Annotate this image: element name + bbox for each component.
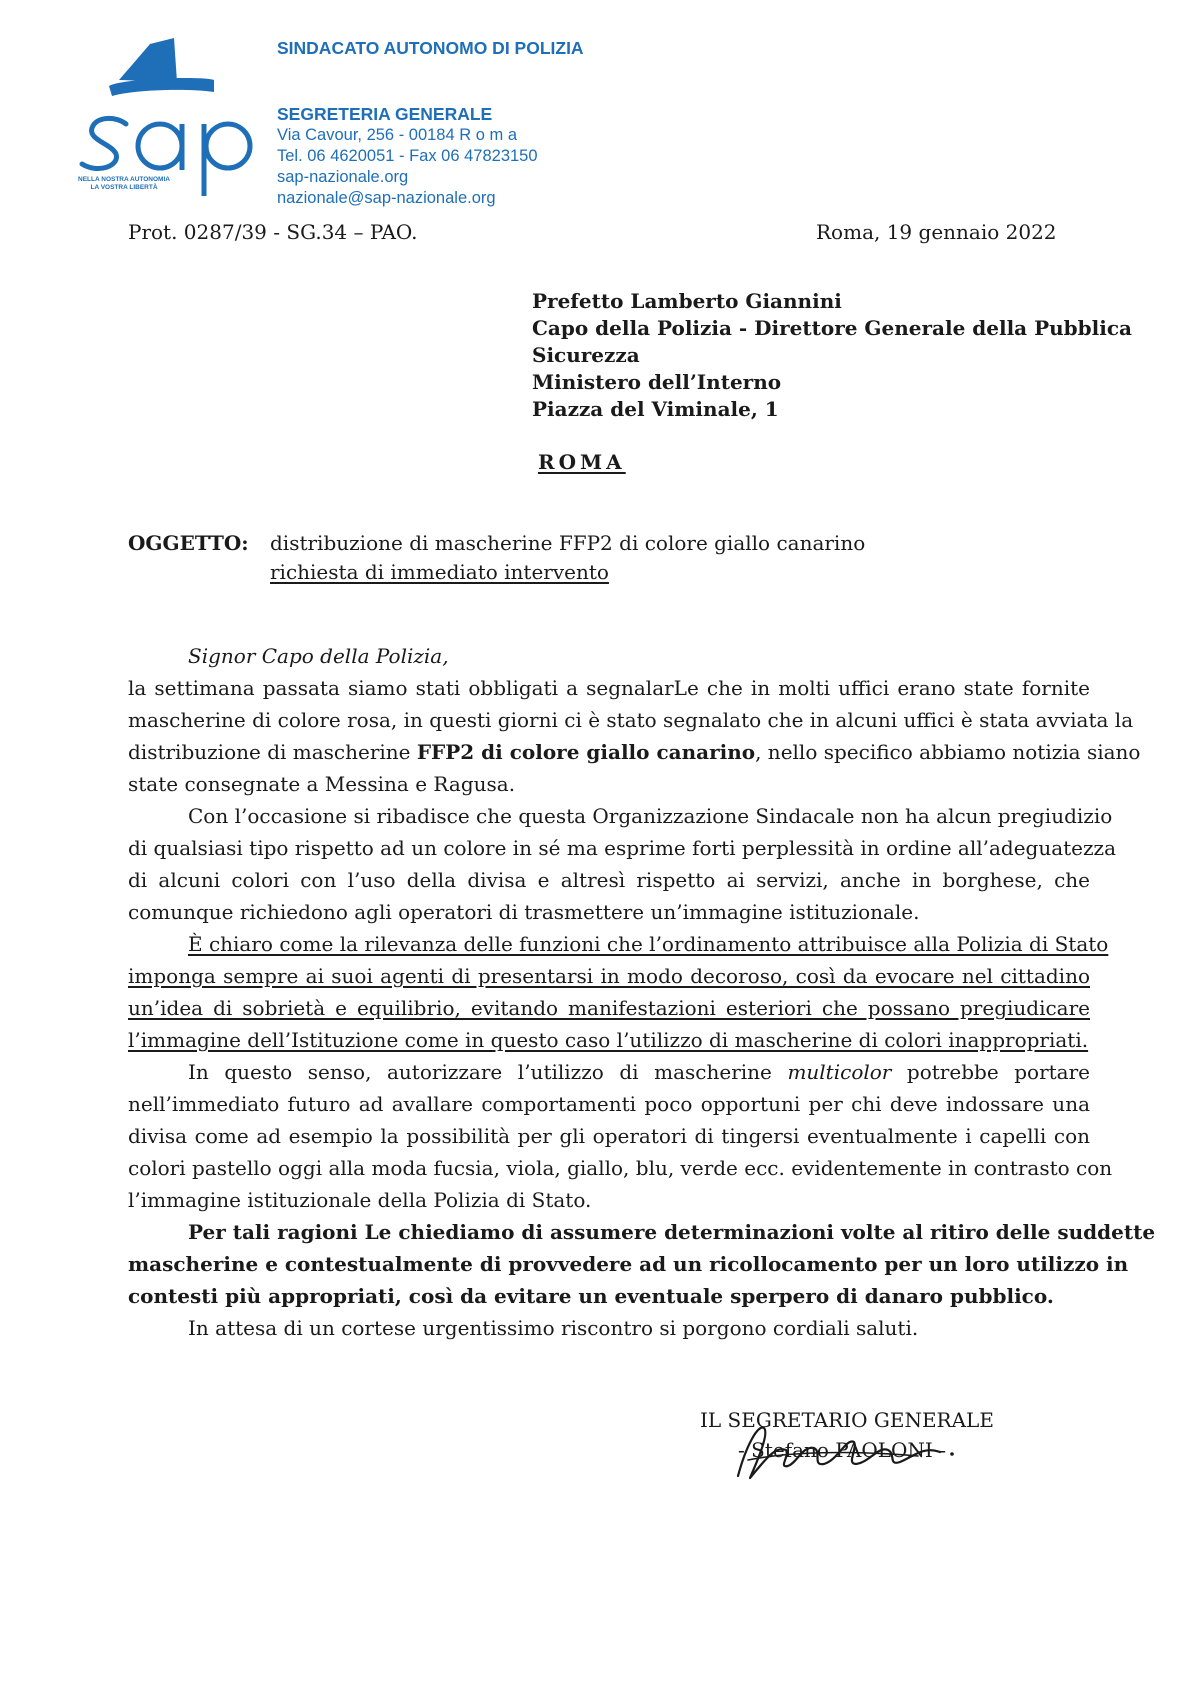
body-line: colori pastello oggi alla moda fucsia, viola, giallo, blu, verde ecc. evidentemente in contrasto con (128, 1156, 1113, 1180)
salutation: Signor Capo della Polizia, (188, 644, 449, 668)
subject-label: OGGETTO: (128, 531, 249, 555)
closing-line: In attesa di un cortese urgentissimo riscontro si porgono cordiali saluti. (188, 1316, 919, 1340)
letter-date: Roma, 19 gennaio 2022 (816, 220, 1057, 244)
body-line: mascherine di colore rosa, in questi giorni ci è stato segnalato che in alcuni uffici è stata avviata la (128, 708, 1134, 732)
recipient-line: Capo della Polizia - Direttore Generale della Pubblica (532, 316, 1132, 340)
org-name: SINDACATO AUTONOMO DI POLIZIA (277, 38, 584, 58)
recipient-line: Ministero dell’Interno (532, 370, 782, 394)
signatory-title: IL SEGRETARIO GENERALE (700, 1408, 994, 1432)
logo-motto-line2: LA VOSTRA LIBERTÀ (90, 184, 158, 191)
protocol-number: Prot. 0287/39 - SG.34 – PAO. (128, 220, 418, 244)
body-line-underlined: imponga sempre ai suoi agenti di presentarsi in modo decoroso, così da evocare nel cittadino (128, 964, 1090, 988)
sap-logo (64, 36, 274, 202)
body-line: In questo senso, autorizzare l’utilizzo di mascherine multicolor potrebbe portare (188, 1060, 1090, 1084)
italic-term: multicolor (787, 1060, 892, 1084)
body-line-underlined: un’idea di sobrietà e equilibrio, evitando manifestazioni esteriori che possano pregiudicare (128, 996, 1090, 1020)
office-name: SEGRETERIA GENERALE (277, 104, 493, 124)
body-line-bold: contesti più appropriati, così da evitare un eventuale sperpero di danaro pubblico. (128, 1284, 1054, 1308)
body-line-bold: Per tali ragioni Le chiediamo di assumere determinazioni volte al ritiro delle suddette (188, 1220, 1156, 1244)
recipient-line: Sicurezza (532, 343, 640, 367)
office-phone: Tel. 06 4620051 - Fax 06 47823150 (277, 147, 538, 165)
signatory-name: - Stefano PAOLONI - (738, 1438, 946, 1462)
handwritten-signature (728, 1416, 968, 1486)
recipient-city: ROMA (538, 450, 626, 474)
body-line: nell’immediato futuro ad avallare comportamenti poco opportuni per chi deve indossare una (128, 1092, 1090, 1116)
website-link[interactable]: sap-nazionale.org (277, 168, 409, 186)
body-line-underlined: l’immagine dell’Istituzione come in questo caso l’utilizzo di mascherine di colori inappropriati. (128, 1028, 1089, 1052)
subject-subtitle: richiesta di immediato intervento (270, 560, 609, 584)
recipient-line: Prefetto Lamberto Giannini (532, 289, 842, 313)
highlight-text: FFP2 di colore giallo canarino (416, 740, 756, 764)
office-address: Via Cavour, 256 - 00184 R o m a (277, 126, 518, 144)
body-line: l’immagine istituzionale della Polizia di Stato. (128, 1188, 592, 1212)
body-line: distribuzione di mascherine FFP2 di colore giallo canarino, nello specifico abbiamo notizia siano (128, 740, 1141, 764)
recipient-line: Piazza del Viminale, 1 (532, 397, 779, 421)
body-line: la settimana passata siamo stati obbligati a segnalarLe che in molti uffici erano state fornite (128, 676, 1090, 700)
logo-motto-line1: NELLA NOSTRA AUTONOMIA (78, 176, 170, 183)
body-line: di alcuni colori con l’uso della divisa e altresì rispetto ai servizi, anche in borghese, che (128, 868, 1090, 892)
body-line: divisa come ad esempio la possibilità per gli operatori di tingersi eventualmente i capelli con (128, 1124, 1090, 1148)
body-line: di qualsiasi tipo rispetto ad un colore in sé ma esprime forti perplessità in ordine all’adeguatezza (128, 836, 1117, 860)
body-line-underlined: È chiaro come la rilevanza delle funzioni che l’ordinamento attribuisce alla Polizia di Stato (188, 932, 1109, 956)
email-link[interactable]: nazionale@sap-nazionale.org (277, 189, 496, 207)
body-line-bold: mascherine e contestualmente di provvedere ad un ricollocamento per un loro utilizzo in (128, 1252, 1129, 1276)
subject-text: distribuzione di mascherine FFP2 di colore giallo canarino (270, 531, 866, 555)
body-line: Con l’occasione si ribadisce che questa Organizzazione Sindacale non ha alcun pregiudizio (188, 804, 1113, 828)
body-line: state consegnate a Messina e Ragusa. (128, 772, 516, 796)
body-line: comunque richiedono agli operatori di trasmettere un’immagine istituzionale. (128, 900, 920, 924)
